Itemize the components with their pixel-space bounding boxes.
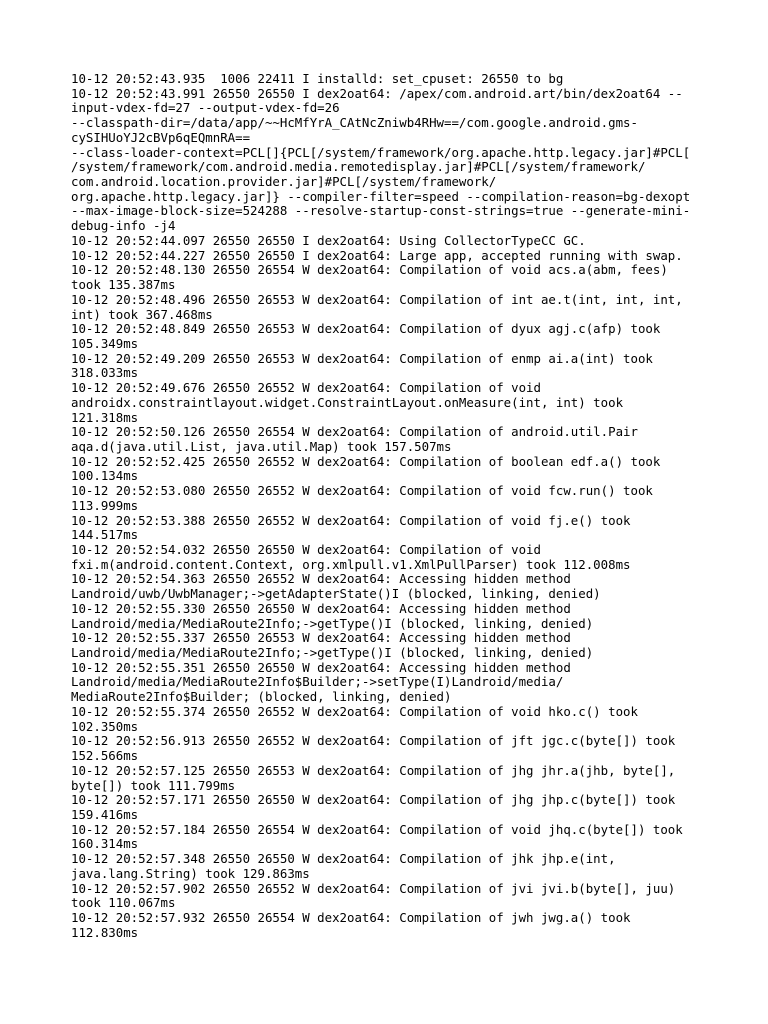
log-line: 159.416ms <box>71 806 139 822</box>
log-line: 152.566ms <box>71 748 139 764</box>
log-line: 105.349ms <box>71 335 139 351</box>
log-line: 318.033ms <box>71 365 139 381</box>
log-line: 10-12 20:52:49.209 26550 26553 W dex2oat64: Compilation of enmp ai.a(int) took <box>71 350 653 366</box>
log-line: 10-12 20:52:43.935 1006 22411 I installd: set_cpuset: 26550 to bg <box>71 71 564 86</box>
log-line: 121.318ms <box>71 409 139 425</box>
log-line: --max-image-block-size=524288 --resolve-startup-const-strings=true --generate-mini- <box>71 203 691 219</box>
log-line: int) took 367.468ms <box>71 306 213 322</box>
log-line: Landroid/uwb/UwbManager;->getAdapterState()I (blocked, linking, denied) <box>71 586 601 602</box>
log-line: 102.350ms <box>71 718 139 734</box>
log-line: 144.517ms <box>71 527 139 543</box>
log-line: 10-12 20:52:54.032 26550 26550 W dex2oat64: Compilation of void <box>71 542 541 557</box>
log-line: 10-12 20:52:50.126 26550 26554 W dex2oat64: Compilation of android.util.Pair <box>71 424 638 440</box>
log-line: 10-12 20:52:55.374 26550 26552 W dex2oat64: Compilation of void hko.c() took <box>71 703 638 719</box>
log-line: 100.134ms <box>71 468 139 484</box>
log-line: byte[]) took 111.799ms <box>71 777 236 793</box>
log-line: 10-12 20:52:57.348 26550 26550 W dex2oat64: Compilation of jhk jhp.e(int, <box>71 851 616 867</box>
log-line: com.android.location.provider.jar]#PCL[/system/framework/ <box>71 174 497 190</box>
log-line: 10-12 20:52:55.337 26550 26553 W dex2oat64: Accessing hidden method <box>71 630 571 646</box>
log-line: 10-12 20:52:48.130 26550 26554 W dex2oat64: Compilation of void acs.a(abm, fees) <box>71 262 668 278</box>
log-line: 10-12 20:52:44.227 26550 26550 I dex2oat64: Large app, accepted running with swap. <box>71 247 683 263</box>
log-line: 10-12 20:52:57.171 26550 26550 W dex2oat64: Compilation of jhg jhp.c(byte[]) took <box>71 792 676 808</box>
log-line: fxi.m(android.content.Context, org.xmlpull.v1.XmlPullParser) took 112.008ms <box>71 556 631 572</box>
log-line: 10-12 20:52:57.902 26550 26552 W dex2oat64: Compilation of jvi jvi.b(byte[], juu) <box>71 880 676 896</box>
log-line: 10-12 20:52:44.097 26550 26550 I dex2oat64: Using CollectorTypeCC GC. <box>71 232 586 248</box>
log-line: 112.830ms <box>71 924 139 940</box>
log-line: 10-12 20:52:55.351 26550 26550 W dex2oat64: Accessing hidden method <box>71 659 571 675</box>
log-line: java.lang.String) took 129.863ms <box>71 865 310 881</box>
log-line: Landroid/media/MediaRoute2Info;->getType()I (blocked, linking, denied) <box>71 645 594 661</box>
log-line: debug-info -j4 <box>71 218 176 234</box>
log-line: 10-12 20:52:52.425 26550 26552 W dex2oat64: Compilation of boolean edf.a() took <box>71 453 661 469</box>
log-line: 10-12 20:52:54.363 26550 26552 W dex2oat64: Accessing hidden method <box>71 571 571 587</box>
log-line: input-vdex-fd=27 --output-vdex-fd=26 <box>71 100 340 116</box>
log-line: 10-12 20:52:48.496 26550 26553 W dex2oat64: Compilation of int ae.t(int, int, int, <box>71 291 683 307</box>
log-line: 10-12 20:52:57.932 26550 26554 W dex2oat64: Compilation of jwh jwg.a() took <box>71 909 631 925</box>
log-line: aqa.d(java.util.List, java.util.Map) took 157.507ms <box>71 438 452 454</box>
log-line: took 110.067ms <box>71 895 176 911</box>
log-text-block <box>71 72 711 940</box>
log-line: 10-12 20:52:55.330 26550 26550 W dex2oat64: Accessing hidden method <box>71 600 571 616</box>
log-line: MediaRoute2Info$Builder; (blocked, linking, denied) <box>71 689 452 705</box>
log-line: 10-12 20:52:49.676 26550 26552 W dex2oat64: Compilation of void <box>71 380 541 396</box>
log-line: Landroid/media/MediaRoute2Info$Builder;->setType(I)Landroid/media/ <box>71 674 564 690</box>
log-line: 10-12 20:52:56.913 26550 26552 W dex2oat64: Compilation of jft jgc.c(byte[]) took <box>71 733 676 749</box>
log-line: took 135.387ms <box>71 277 176 293</box>
log-line: 10-12 20:52:48.849 26550 26553 W dex2oat64: Compilation of dyux agj.c(afp) took <box>71 321 661 337</box>
log-line: 10-12 20:52:57.125 26550 26553 W dex2oat64: Compilation of jhg jhr.a(jhb, byte[], <box>71 762 676 778</box>
log-line: 113.999ms <box>71 497 139 513</box>
log-line: /system/framework/com.android.media.remotedisplay.jar]#PCL[/system/framework/ <box>71 159 646 175</box>
log-line: --classpath-dir=/data/app/~~HcMfYrA_CAtNcZniwb4RHw==/com.google.android.gms- <box>71 115 638 131</box>
log-line: 160.314ms <box>71 836 139 852</box>
log-line: 10-12 20:52:53.080 26550 26552 W dex2oat64: Compilation of void fcw.run() took <box>71 483 653 499</box>
log-line: --class-loader-context=PCL[]{PCL[/system/framework/org.apache.http.legacy.jar]#PCL[ <box>71 144 691 160</box>
log-line: androidx.constraintlayout.widget.ConstraintLayout.onMeasure(int, int) took <box>71 394 624 410</box>
log-line: 10-12 20:52:53.388 26550 26552 W dex2oat64: Compilation of void fj.e() took <box>71 512 631 528</box>
log-line: org.apache.http.legacy.jar]} --compiler-filter=speed --compilation-reason=bg-dexopt <box>71 188 691 204</box>
log-line: 10-12 20:52:43.991 26550 26550 I dex2oat64: /apex/com.android.art/bin/dex2oat64 -- <box>71 85 683 101</box>
log-line: cySIHUoYJ2cBVp6qEQmnRA== <box>71 129 251 145</box>
log-line: 10-12 20:52:57.184 26550 26554 W dex2oat64: Compilation of void jhq.c(byte[]) took <box>71 821 683 837</box>
log-line: Landroid/media/MediaRoute2Info;->getType()I (blocked, linking, denied) <box>71 615 594 631</box>
